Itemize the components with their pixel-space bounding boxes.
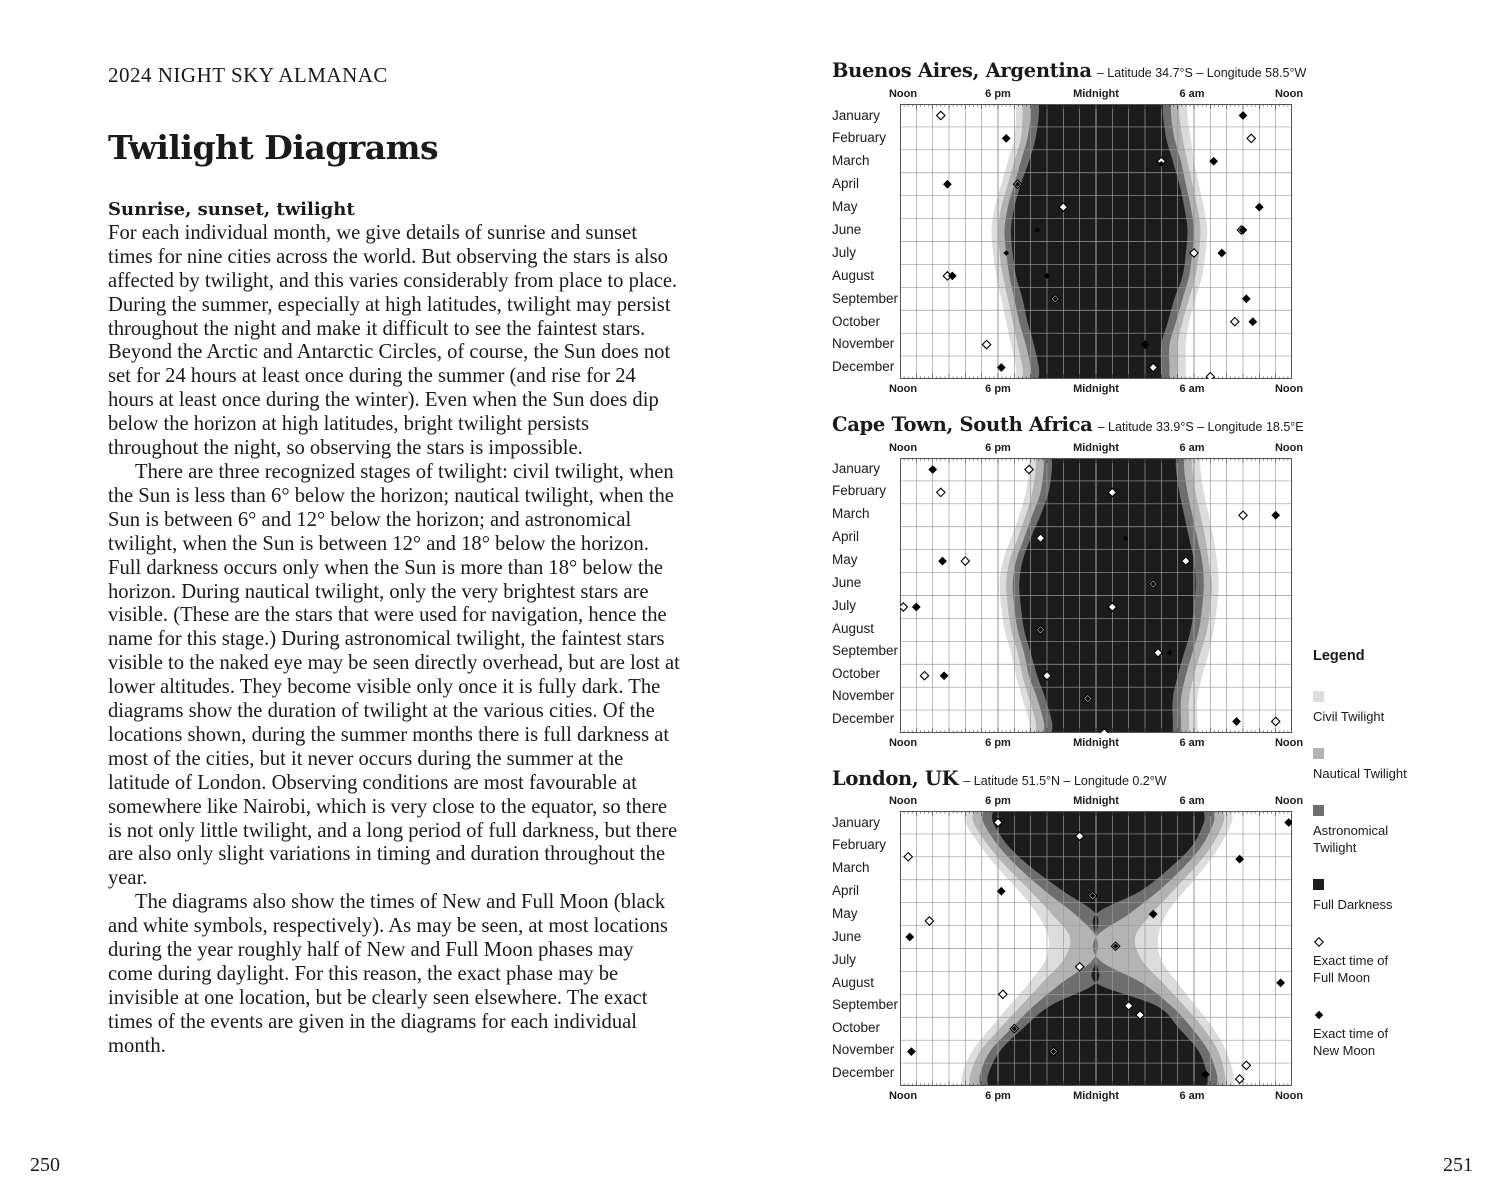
legend-label: Astronomical Twilight xyxy=(1313,823,1389,855)
x-tick-top: 6 pm xyxy=(985,88,1011,100)
month-label: September xyxy=(832,997,899,1012)
x-tick-top: 6 pm xyxy=(985,442,1011,454)
month-label: March xyxy=(832,860,870,875)
x-tick-bottom: 6 pm xyxy=(985,737,1011,749)
month-label: May xyxy=(832,199,858,214)
month-label: May xyxy=(832,552,858,567)
x-tick-bottom: 6 am xyxy=(1179,383,1205,395)
legend-item-nautical xyxy=(1313,748,1423,782)
x-tick-top: 6 pm xyxy=(985,795,1011,807)
x-tick-bottom: Midnight xyxy=(1073,1090,1119,1102)
x-tick-top: Noon xyxy=(1274,442,1304,454)
x-tick-top: Noon xyxy=(1274,795,1304,807)
x-tick-bottom: 6 am xyxy=(1179,737,1205,749)
x-tick-bottom: Noon xyxy=(888,1090,918,1102)
month-label: May xyxy=(832,906,858,921)
x-tick-top: Midnight xyxy=(1073,442,1119,454)
x-tick-top: Noon xyxy=(1274,88,1304,100)
x-tick-top: Noon xyxy=(888,795,918,807)
body-text xyxy=(108,198,683,1059)
full-moon-icon xyxy=(1313,936,1325,948)
month-label: August xyxy=(832,268,875,283)
legend xyxy=(1313,648,1423,1082)
folio-right: 251 xyxy=(1443,1154,1473,1176)
month-label: October xyxy=(832,666,881,681)
month-label: December xyxy=(832,1065,895,1080)
x-tick-bottom: 6 pm xyxy=(985,1090,1011,1102)
cape-town-city: Cape Town, South Africa xyxy=(832,413,1093,436)
month-label: December xyxy=(832,711,895,726)
london-city: London, UK xyxy=(832,767,959,790)
london-diagram xyxy=(900,811,1292,1086)
astronomical-swatch xyxy=(1313,805,1324,816)
legend-item-dark xyxy=(1313,879,1423,913)
month-label: January xyxy=(832,461,881,476)
legend-title: Legend xyxy=(1313,648,1365,664)
month-label: April xyxy=(832,883,860,898)
cape-town-heading xyxy=(832,413,1304,436)
month-label: June xyxy=(832,222,862,237)
x-tick-top: Noon xyxy=(888,88,918,100)
month-label: February xyxy=(832,483,887,498)
x-tick-top: Midnight xyxy=(1073,88,1119,100)
x-tick-bottom: 6 am xyxy=(1179,1090,1205,1102)
buenos-aires-diagram xyxy=(900,104,1292,379)
month-label: January xyxy=(832,815,881,830)
legend-item-full-moon xyxy=(1313,936,1423,986)
month-label: August xyxy=(832,975,875,990)
month-label: November xyxy=(832,336,895,351)
x-tick-top: 6 am xyxy=(1179,88,1205,100)
london-coords: – Latitude 51.5°N – Longitude 0.2°W xyxy=(963,774,1167,788)
month-label: March xyxy=(832,506,870,521)
month-label: October xyxy=(832,314,881,329)
x-tick-top: 6 am xyxy=(1179,795,1205,807)
darkness-swatch xyxy=(1313,879,1324,890)
buenos-aires-city: Buenos Aires, Argentina xyxy=(832,59,1092,82)
subheading: Sunrise, sunset, twilight xyxy=(108,199,355,220)
legend-item-astronomical xyxy=(1313,805,1423,856)
nautical-swatch xyxy=(1313,748,1324,759)
month-label: September xyxy=(832,643,899,658)
month-label: October xyxy=(832,1020,881,1035)
month-label: November xyxy=(832,1042,895,1057)
x-tick-bottom: Noon xyxy=(888,737,918,749)
month-label: July xyxy=(832,598,857,613)
buenos-aires-coords: – Latitude 34.7°S – Longitude 58.5°W xyxy=(1096,66,1307,80)
running-head: 2024 NIGHT SKY ALMANAC xyxy=(108,63,388,87)
month-label: June xyxy=(832,929,862,944)
month-label: June xyxy=(832,575,862,590)
x-tick-bottom: Noon xyxy=(1274,383,1304,395)
month-label: September xyxy=(832,291,899,306)
month-label: April xyxy=(832,529,860,544)
legend-label: Nautical Twilight xyxy=(1313,766,1407,781)
cape-town-coords: – Latitude 33.9°S – Longitude 18.5°E xyxy=(1097,420,1304,434)
legend-label: Exact time of New Moon xyxy=(1313,1026,1389,1058)
x-tick-top: Midnight xyxy=(1073,795,1119,807)
legend-item-civil xyxy=(1313,691,1423,725)
x-tick-top: Noon xyxy=(888,442,918,454)
month-label: July xyxy=(832,245,857,260)
month-label: April xyxy=(832,176,860,191)
paragraph-2: There are three recognized stages of twilight: civil twilight, when the Sun is less than 6° below the horizon; nautical twilight, when the Sun is between 6° and 12° below the horizon; and astronomical twilight, when the Sun is between 12° and 18° below the horizon. Full darkness occurs only when the Sun is more than 18° below the horizon. During nautical twilight, only the very brightest stars are visible. (These are the stars that were used for navigation, hence the name for this stage.) During astronomical twilight, the faintest stars visible to the naked eye may be seen directly overhead, but are lost at lower altitudes. They become visible only once it is fully dark. The diagrams show the duration of twilight at the various cities. Of the locations shown, during the summer months there is full darkness at most of the cities, but it never occurs during the summer at the latitude of London. Observing conditions are most favourable at somewhere like Nairobi, which is very close to the equator, so there is not only little twilight, and a long period of full darkness, but there are also only slight variations in timing and duration throughout the year. xyxy=(108,460,680,890)
legend-item-new-moon xyxy=(1313,1009,1423,1059)
x-tick-bottom: Midnight xyxy=(1073,383,1119,395)
legend-label: Civil Twilight xyxy=(1313,709,1385,724)
paragraph-3: The diagrams also show the times of New and Full Moon (black and white symbols, respectively). As may be seen, at most locations during the year roughly half of New and Full Moon phases may come during daylight. For this reason, the exact phase may be invisible at one location, but be clearly seen elsewhere. The exact times of the events are given in the diagrams for each individual month. xyxy=(108,891,668,1057)
legend-label: Exact time of Full Moon xyxy=(1313,953,1389,985)
month-label: January xyxy=(832,108,881,123)
london-heading xyxy=(832,767,1167,790)
month-label: August xyxy=(832,621,875,636)
month-label: February xyxy=(832,130,887,145)
folio-left: 250 xyxy=(30,1154,60,1176)
buenos-aires-heading xyxy=(832,59,1306,82)
x-tick-bottom: Noon xyxy=(1274,1090,1304,1102)
x-tick-bottom: Noon xyxy=(888,383,918,395)
new-moon-icon xyxy=(1313,1009,1325,1021)
x-tick-top: 6 am xyxy=(1179,442,1205,454)
month-label: July xyxy=(832,952,857,967)
x-tick-bottom: 6 pm xyxy=(985,383,1011,395)
month-label: February xyxy=(832,837,887,852)
x-tick-bottom: Noon xyxy=(1274,737,1304,749)
civil-swatch xyxy=(1313,691,1324,702)
paragraph-1: For each individual month, we give details of sunrise and sunset times for nine cities across the world. But observing the stars is also affected by twilight, and this varies considerably from place to place. During the summer, especially at high latitudes, twilight may persist throughout the night and make it difficult to see the faintest stars. Beyond the Arctic and Antarctic Circles, of course, the Sun does not set for 24 hours at least once during the summer (and rise for 24 hours at least once during the winter). Even when the Sun does dip below the horizon at high latitudes, bright twilight persists throughout the night, so observing the stars is impossible. xyxy=(108,221,678,460)
month-label: March xyxy=(832,153,870,168)
month-label: December xyxy=(832,359,895,374)
x-tick-bottom: Midnight xyxy=(1073,737,1119,749)
legend-label: Full Darkness xyxy=(1313,897,1393,912)
page-title: Twilight Diagrams xyxy=(108,128,439,167)
cape-town-diagram xyxy=(900,458,1292,733)
month-label: November xyxy=(832,688,895,703)
